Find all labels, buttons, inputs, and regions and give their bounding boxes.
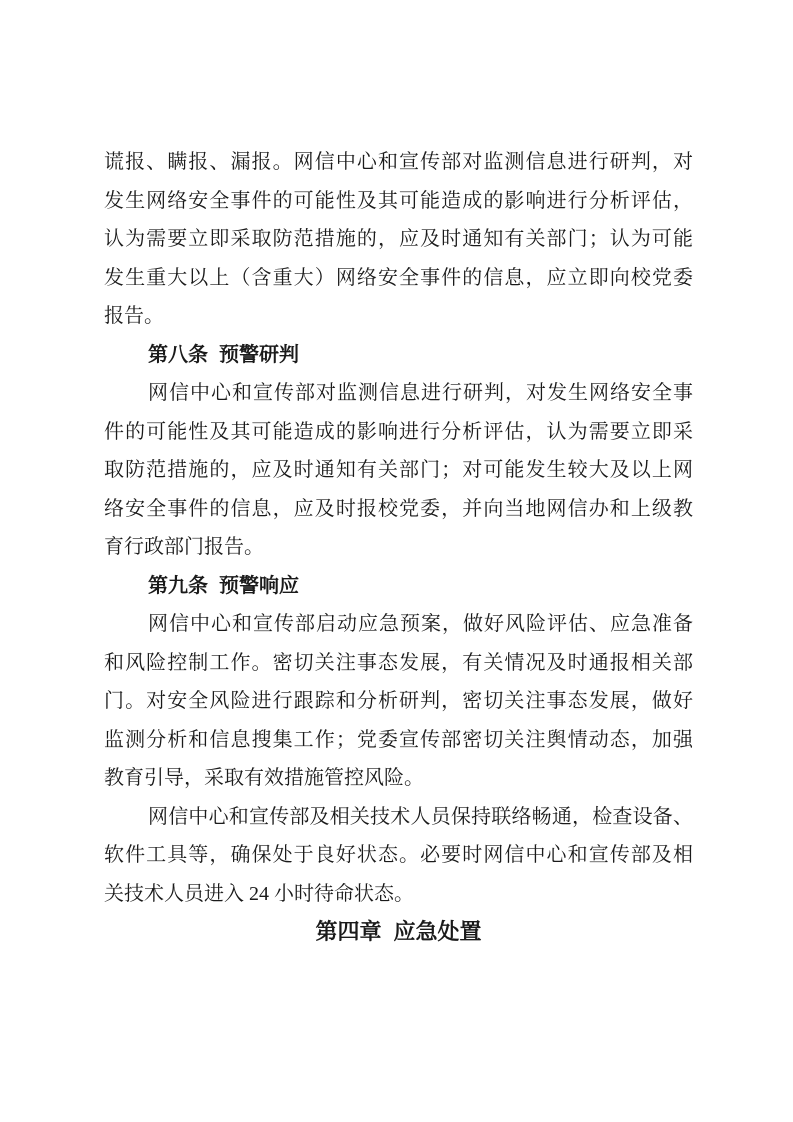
text-line: 络安全事件的信息，应及时报校党委，并向当地网信办和上级教 bbox=[104, 497, 693, 520]
text-line: 网信中心和宣传部对监测信息进行研判，对发生网络安全事 bbox=[148, 382, 693, 404]
text-line: 网信中心和宣传部启动应急预案，做好风险评估、应急准备 bbox=[148, 613, 693, 635]
text-line: 网信中心和宣传部及相关技术人员保持联络畅通，检查设备、 bbox=[148, 805, 693, 828]
chapter-heading: 第四章 应急处置 bbox=[315, 919, 482, 944]
article-heading: 第九条 预警响应 bbox=[148, 574, 299, 597]
text-line: 育行政部门报告。 bbox=[104, 536, 264, 558]
text-line: 发生重大以上（含重大）网络安全事件的信息，应立即向校党委 bbox=[104, 266, 693, 289]
article-heading: 第八条 预警研判 bbox=[148, 343, 299, 366]
paragraph bbox=[104, 374, 693, 567]
text-line: 门。对安全风险进行跟踪和分析研判，密切关注事态发展，做好 bbox=[104, 690, 693, 712]
text-line: 谎报、瞒报、漏报。网信中心和宣传部对监测信息进行研判，对 bbox=[104, 151, 693, 173]
text-line: 教育引导，采取有效措施管控风险。 bbox=[104, 767, 424, 789]
text-line: 发生网络安全事件的可能性及其可能造成的影响进行分析评估， bbox=[104, 189, 693, 212]
text-line: 取防范措施的，应及时通知有关部门；对可能发生较大及以上网 bbox=[104, 459, 693, 481]
paragraph bbox=[104, 605, 693, 798]
paragraph bbox=[104, 143, 693, 336]
text-line: 关技术人员进入 24 小时待命状态。 bbox=[104, 882, 414, 905]
text-line: 认为需要立即采取防范措施的，应及时通知有关部门；认为可能 bbox=[104, 228, 693, 250]
text-line: 和风险控制工作。密切关注事态发展，有关情况及时通报相关部 bbox=[104, 651, 693, 674]
text-line: 监测分析和信息搜集工作；党委宣传部密切关注舆情动态，加强 bbox=[104, 728, 693, 751]
text-line: 软件工具等，确保处于良好状态。必要时网信中心和宣传部及相 bbox=[104, 844, 693, 866]
text-line: 报告。 bbox=[104, 305, 164, 327]
text-line: 件的可能性及其可能造成的影响进行分析评估，认为需要立即采 bbox=[104, 420, 693, 443]
paragraph bbox=[104, 798, 693, 914]
